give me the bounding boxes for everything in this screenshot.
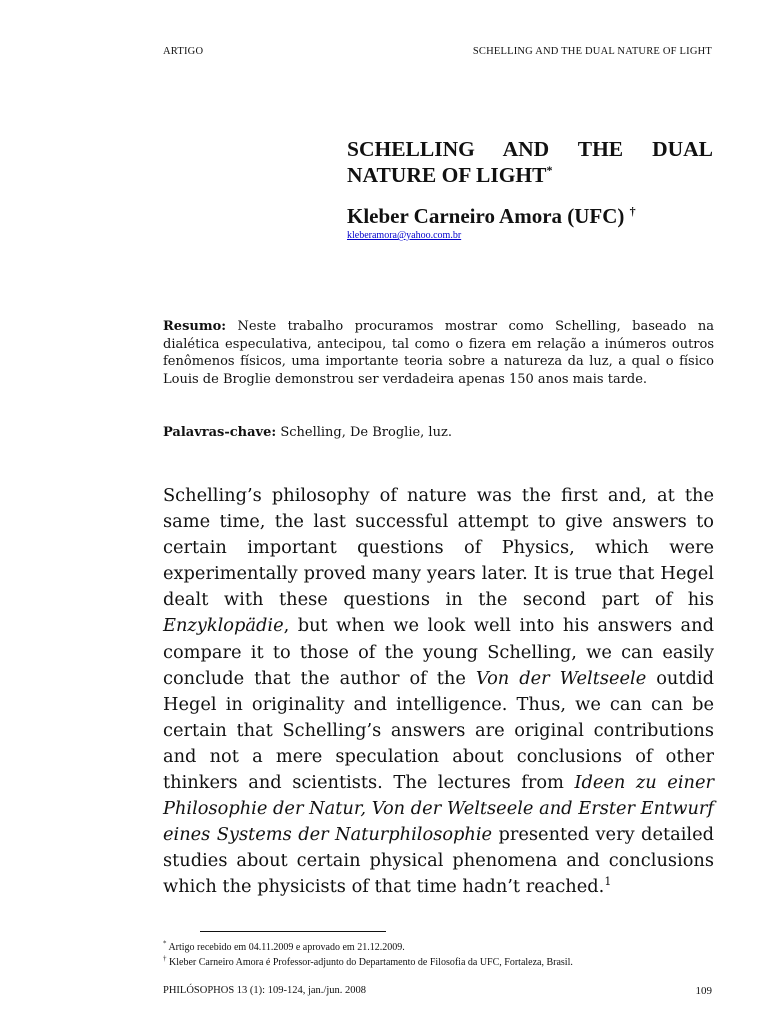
author-name: Kleber Carneiro Amora (UFC) (347, 204, 625, 228)
article-title (347, 136, 713, 188)
running-header-title: SCHELLING AND THE DUAL NATURE OF LIGHT (472, 46, 712, 57)
body-italic-lecture-titles: Ideen zu einer Philosophie der Natur, Von der Weltseele and Erster Entwurf eines Systems der Naturphilosophie (163, 772, 714, 846)
keywords-text: Schelling, De Broglie, luz. (280, 425, 452, 440)
body-footnote-ref[interactable]: 1 (604, 875, 612, 889)
body-italic-weltseele: Von der Weltseele (475, 667, 647, 689)
author-footnote-mark: † (629, 204, 636, 218)
page-number: 109 (695, 985, 712, 997)
footnote-1-text: Artigo recebido em 04.11.2009 e aprovado em 21.12.2009. (168, 942, 405, 953)
title-footnote-mark: * (546, 162, 553, 177)
body-paragraph (163, 483, 714, 901)
abstract-label: Resumo: (163, 319, 227, 334)
author-email-link[interactable]: kleberamora@yahoo.com.br (347, 230, 462, 241)
keywords (163, 424, 714, 442)
author-line (347, 203, 713, 229)
footnote-2-mark: † (163, 954, 167, 963)
footnote-separator (200, 931, 386, 932)
abstract (163, 318, 714, 389)
footnote-1 (163, 939, 723, 954)
footnote-2-text: Kleber Carneiro Amora é Professor-adjunto do Departamento de Filosofia da UFC, Fortaleza, Brasil. (169, 957, 573, 968)
abstract-text: Neste trabalho procuramos mostrar como Schelling, baseado na dialética especulativa, antecipou, tal como o fizera em relação a inúmeros outros fenômenos físicos, uma importante teoria sobre a natureza da luz, a qual o físico Louis de Broglie demonstrou ser verdadeira apenas 150 anos mais tarde. (163, 319, 714, 388)
journal-citation: PHILÓSOPHOS 13 (1): 109-124, jan./jun. 2008 (163, 985, 367, 996)
body-text-4: presented very detailed studies about certain physical phenomena and conclusions which the physicists of that time hadn’t reached. (163, 824, 714, 898)
article-title-text: SCHELLING AND THE DUAL NATURE OF LIGHT (347, 137, 713, 187)
body-italic-enzyklopadie: Enzyklopädie (163, 615, 284, 637)
body-text-2: , but when we look well into his answers and compare it to those of the young Schelling, we can easily conclude that the author of the (163, 615, 714, 689)
footnote-1-mark: * (163, 939, 167, 948)
keywords-label: Palavras-chave: (163, 425, 277, 440)
footnote-2 (163, 954, 723, 969)
body-text-1: Schelling’s philosophy of nature was the first and, at the same time, the last successful attempt to give answers to certain important questions of Physics, which were experimentally proved many years later. It is true that Hegel dealt with these questions in the second part of his (163, 485, 714, 611)
running-header-section: ARTIGO (163, 46, 204, 57)
body-text-3: outdid Hegel in originality and intelligence. Thus, we can can be certain that Schelling’s answers are original contributions and not a mere speculation about conclusions of other thinkers and scientists. The lectures from (163, 667, 714, 794)
